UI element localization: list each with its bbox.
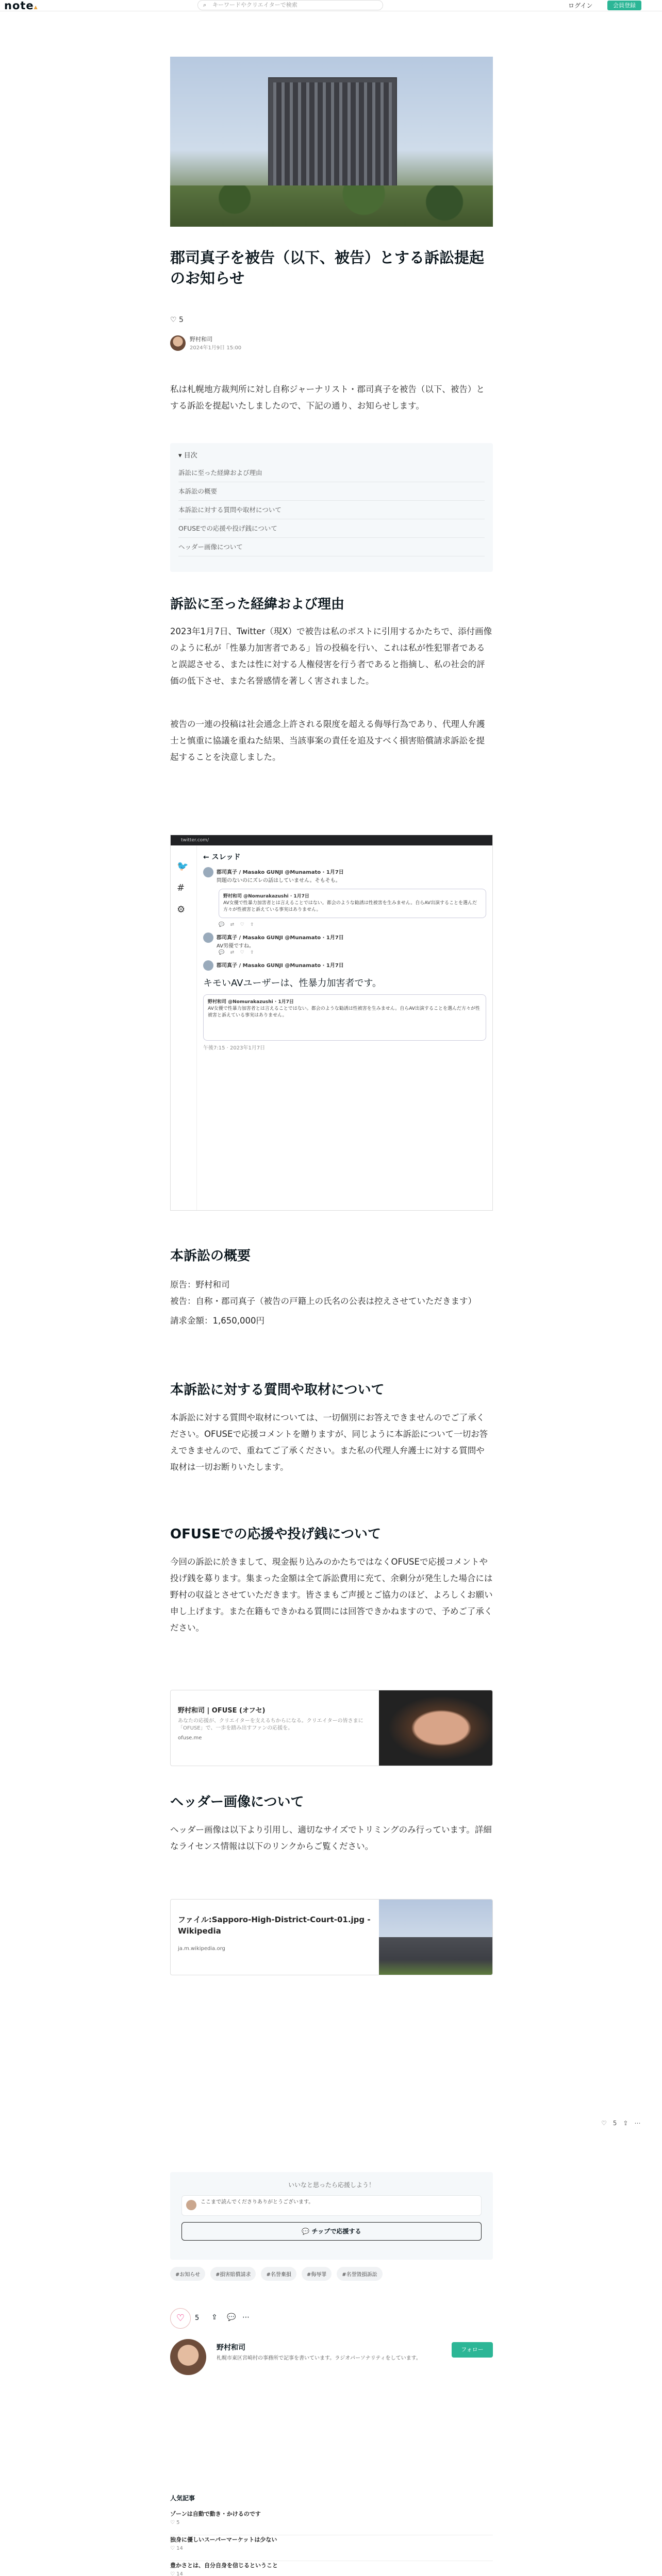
- site-header: [0, 0, 662, 11]
- tweet-main-text: キモいAVユーザーは、性暴力加害者です。: [203, 978, 382, 989]
- header-image: [170, 57, 493, 227]
- search-input[interactable]: ⌕ キーワードやクリエイターで検索: [197, 0, 383, 10]
- paragraph: ヘッダー画像は以下より引用し、適切なサイズでトリミングのみ行っています。詳細なライセンス情報は以下のリンクからご覧ください。: [170, 1825, 492, 1851]
- avatar[interactable]: [170, 335, 186, 351]
- toc-item[interactable]: 訴訟に至った経緯および理由: [178, 464, 485, 482]
- article-title: 郡司真子を被告（以下、被告）とする訴訟提起のお知らせ: [170, 249, 485, 287]
- tweet-user: 郡司真子 / Masako GUNJI @Munamato · 1月7日: [217, 935, 344, 941]
- table-of-contents: [170, 443, 493, 572]
- tweet-user: 郡司真子 / Masako GUNJI @Munamato · 1月7日: [217, 963, 344, 969]
- toc-title[interactable]: ▾ 目次: [178, 452, 197, 460]
- more-icon[interactable]: ⋯: [242, 2313, 250, 2321]
- section-heading: 訴訟に至った経緯および理由: [170, 597, 345, 612]
- ofuse-thumbnail: [379, 1690, 492, 1766]
- tweet-timestamp: 午後7:15 · 2023年1月7日: [203, 1045, 266, 1051]
- hashtag-icon: #: [177, 883, 185, 893]
- heart-icon[interactable]: ♡: [601, 2120, 607, 2127]
- section-heading: 本訴訟の概要: [170, 1248, 251, 1264]
- tip-button[interactable]: 💬 チップで応援する: [181, 2222, 482, 2241]
- signup-button[interactable]: 会員登録: [607, 1, 641, 10]
- wikipedia-link-card[interactable]: ファイル:Sapporo-High-District-Court-01.jpg - Wikipedia ja.m.wikipedia.org: [170, 1899, 493, 1975]
- profile-name[interactable]: 野村和司: [217, 2344, 245, 2352]
- quote-tweet: 野村和司 @Nomurakazushi · 1月7日 AV女優で性暴力加害者とは言えることではない。都会のような勧誘は性被害を生みません。自らAV出演することを選んだ方々が性被害と訴えている事実はありません。: [203, 994, 486, 1041]
- side-like-count: 5: [613, 2120, 617, 2127]
- section-heading: OFUSEでの応援や投げ銭について: [170, 1527, 381, 1542]
- note-logo[interactable]: note▴: [4, 0, 38, 12]
- login-link[interactable]: ログイン: [568, 2, 593, 9]
- post-date: 2024年1月9日 15:00: [190, 345, 242, 351]
- tag[interactable]: #名誉毀損訴訟: [337, 2267, 382, 2281]
- paragraph: 被告の一連の投稿は社会通念上許される限度を超える侮辱行為であり、代理人弁護士と慎重に協議を重ねた結果、当該事案の責任を追及すべく損害賠償請求訴訟を提起することを決意しました。: [170, 719, 485, 762]
- tweet-screenshot: [170, 835, 493, 1211]
- toc-item[interactable]: ヘッダー画像について: [178, 538, 485, 556]
- like-icon[interactable]: ♡: [170, 316, 179, 324]
- more-icon[interactable]: ⋯: [634, 2120, 641, 2127]
- gear-icon: ⚙: [177, 904, 186, 915]
- toc-item[interactable]: OFUSEでの応援や投げ銭について: [178, 519, 485, 538]
- tweet-actions: 💬 ⇄ ♡ ⇪: [219, 922, 254, 927]
- search-icon: ⌕: [203, 2, 207, 8]
- thread-header: ← スレッド: [203, 853, 241, 861]
- like-count: 5: [195, 2314, 200, 2322]
- author-name[interactable]: 野村和司: [190, 336, 212, 343]
- side-actions: [601, 2120, 640, 2127]
- paragraph: 請求金額：1,650,000円: [170, 1316, 264, 1326]
- article-actions: [170, 2308, 493, 2329]
- paragraph: 2023年1月7日、Twitter（現X）で被告は私のポストに引用するかたちで、添付画像のように私が「性暴力加害者である」旨の投稿を行い、これは私が性犯罪者であると誤認させる、または性に対する人権侵害を行う者であると指摘し、私の社会的評価の低下させ、また名誉感情を著しく害されました。: [170, 626, 492, 686]
- support-box: [170, 2172, 493, 2260]
- share-icon[interactable]: ⇪: [211, 2313, 218, 2321]
- author-block[interactable]: [170, 335, 493, 351]
- like-count: 5: [179, 316, 184, 324]
- comment-icon[interactable]: 💬: [227, 2313, 236, 2321]
- tweet-user: 郡司真子 / Masako GUNJI @Munamato · 1月7日: [217, 870, 344, 875]
- intro-text: 私は札幌地方裁判所に対し自称ジャーナリスト・郡司真子を被告（以下、被告）とする訴訟を提起いたしましたので、下記の通り、お知らせします。: [170, 384, 485, 411]
- section-heading: ヘッダー画像について: [170, 1794, 304, 1810]
- wikipedia-thumbnail: [379, 1900, 492, 1975]
- quote-tweet: 野村和司 @Nomurakazushi · 1月7日 AV女優で性暴力加害者とは言えることではない。都会のような勧誘は性被害を生みません。自らAV出演することを選んだ方々が性被害と訴えている事実はありません。: [219, 889, 486, 918]
- list-item[interactable]: ゾーンは自動で動き・かけるのです ♡ 5: [170, 2510, 493, 2535]
- profile-bio: 札幌市東区宮崎村の事務所で記事を書いています。ラジオパーソナリティをしています。: [217, 2355, 421, 2361]
- list-item[interactable]: 豊かさとは、自分自身を信じるということ ♡ 14: [170, 2561, 493, 2576]
- toc-item[interactable]: 本訴訟に対する質問や取材について: [178, 501, 485, 519]
- paragraph: 今回の訴訟に於きまして、現金振り込みのかたちではなくOFUSEで応援コメントや投げ銭を募ります。集まった金額は全て訴訟費用に充て、余剰分が発生した場合には野村の収益とさせていただきます。皆さまもご声援とご協力のほど、よろしくお願い申し上げます。また在籍もできかねる質問には回答できかねますので、予めご了承ください。: [170, 1557, 493, 1633]
- ofuse-link-card[interactable]: 野村和司 | OFUSE (オフセ) あなたの応援が、クリエイターを支えるちからになる。クリエイターの皆さまに「OFUSE」で、一歩を踏み出すファンの応援を。 ofuse.me: [170, 1690, 493, 1766]
- support-title: いいなと思ったら応援しよう！: [288, 2181, 375, 2189]
- bird-icon: 🐦: [177, 861, 189, 872]
- section-heading: 本訴訟に対する質問や取材について: [170, 1382, 385, 1398]
- tweet-text: 問題のないのにズレの話はしていません。そもそも。: [217, 878, 341, 884]
- tag[interactable]: #名誉棄損: [261, 2267, 296, 2281]
- share-icon[interactable]: ⇪: [623, 2120, 628, 2127]
- paragraph: 原告：野村和司: [170, 1280, 230, 1290]
- like-button[interactable]: ♡: [170, 2308, 191, 2329]
- author-avatar[interactable]: [170, 2339, 206, 2375]
- tweet-text: AV男優ですね。: [217, 943, 255, 949]
- popular-articles: [170, 2494, 493, 2576]
- support-message: ここまで読んでくださりありがとうございます。: [181, 2195, 482, 2216]
- tweet-actions: 💬 ⇄ ♡ ⇪: [219, 950, 254, 955]
- tag[interactable]: #侮辱罪: [302, 2267, 332, 2281]
- paragraph: 被告：自称・郡司真子（被告の戸籍上の氏名の公表は控えさせていただきます）: [170, 1296, 476, 1306]
- screenshot-url: twitter.com/: [171, 835, 492, 845]
- paragraph: 本訴訟に対する質問や取材については、一切個別にお答えできませんのでご了承ください。OFUSEで応援コメントを贈りますが、同じように本訴訟について一切お答えできませんので、重ねてご了承ください。また私の代理人弁護士に対する質問や取材は一切お断りいたします。: [170, 1413, 488, 1472]
- popular-title: 人気記事: [170, 2495, 195, 2502]
- tag[interactable]: #損害賠償請求: [210, 2267, 256, 2281]
- toc-item[interactable]: 本訴訟の概要: [178, 482, 485, 501]
- tag-list: [170, 2267, 493, 2281]
- follow-button[interactable]: フォロー: [452, 2342, 493, 2358]
- list-item[interactable]: 独身に優しいスーパーマーケットは少ない ♡ 14: [170, 2535, 493, 2561]
- tag[interactable]: #お知らせ: [170, 2267, 205, 2281]
